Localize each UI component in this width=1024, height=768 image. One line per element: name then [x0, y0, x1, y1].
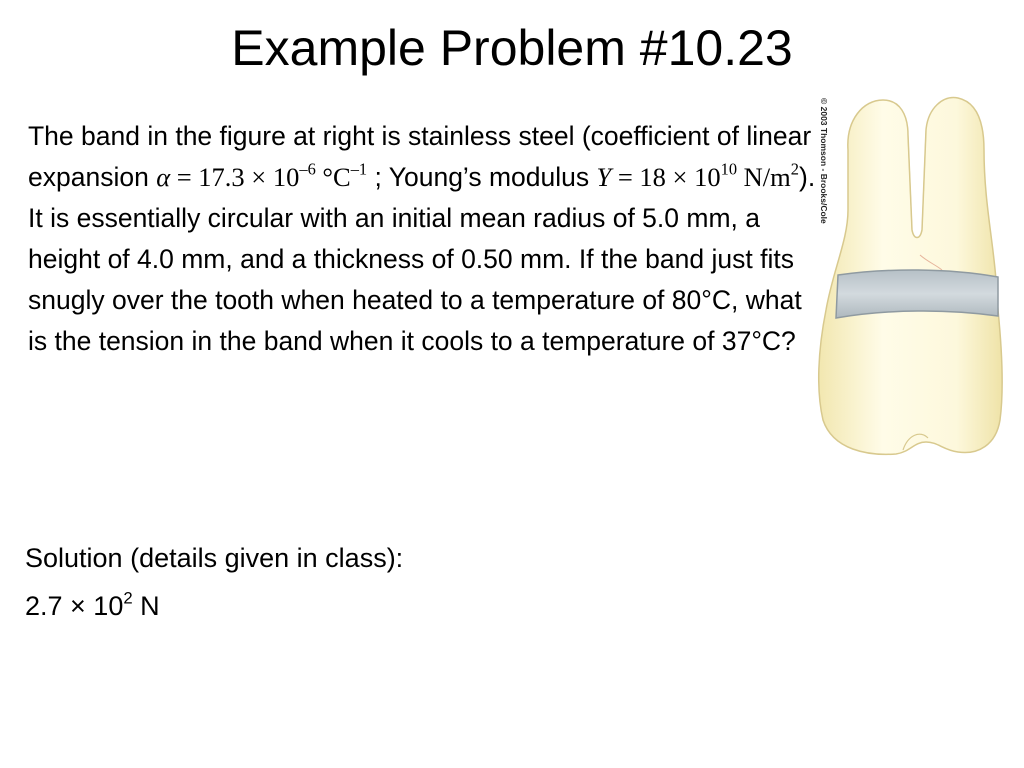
alpha-exponent: –6: [299, 159, 316, 179]
answer: [25, 586, 160, 626]
problem-text-young-label: ; Young’s modulus: [367, 162, 597, 192]
problem-statement: [28, 116, 818, 362]
answer-unit: N: [132, 591, 160, 621]
alpha-expression: [156, 159, 368, 192]
alpha-unit: °C: [315, 162, 351, 192]
copyright-text: © 2003 Thomson - Brooks/Cole: [819, 98, 829, 224]
alpha-value: = 17.3 × 10: [170, 162, 300, 192]
tooth-figure: [808, 90, 1013, 475]
young-unit-exponent: 2: [790, 159, 800, 179]
young-exponent: 10: [720, 159, 738, 179]
alpha-symbol: α: [156, 162, 171, 192]
young-symbol: Y: [596, 162, 612, 192]
alpha-unit-exponent: –1: [350, 159, 368, 179]
young-unit: N/m: [737, 162, 791, 192]
solution-label: Solution (details given in class):: [25, 543, 404, 573]
problem-text-rest: ). It is essentially circular with an initial mean radius of 5.0 mm, a height of 4.0 mm, and a thickness of 0.50 mm. If the band just fits snugly over the tooth when heated to a temperature of 80°C, what is the tension in the band when it cools to a temperature of 37°C?: [28, 162, 816, 356]
answer-mantissa: 2.7 × 10: [25, 591, 124, 621]
problem-text-intro: The band in the figure at right is stainless steel (coefficient of linear expansion: [28, 121, 812, 192]
young-value: = 18 × 10: [611, 162, 721, 192]
copyright-notice: [808, 96, 829, 226]
metal-band: [836, 270, 998, 318]
answer-exponent: 2: [123, 588, 133, 608]
slide-title: Example Problem #10.23: [231, 20, 793, 76]
young-expression: [596, 159, 800, 192]
